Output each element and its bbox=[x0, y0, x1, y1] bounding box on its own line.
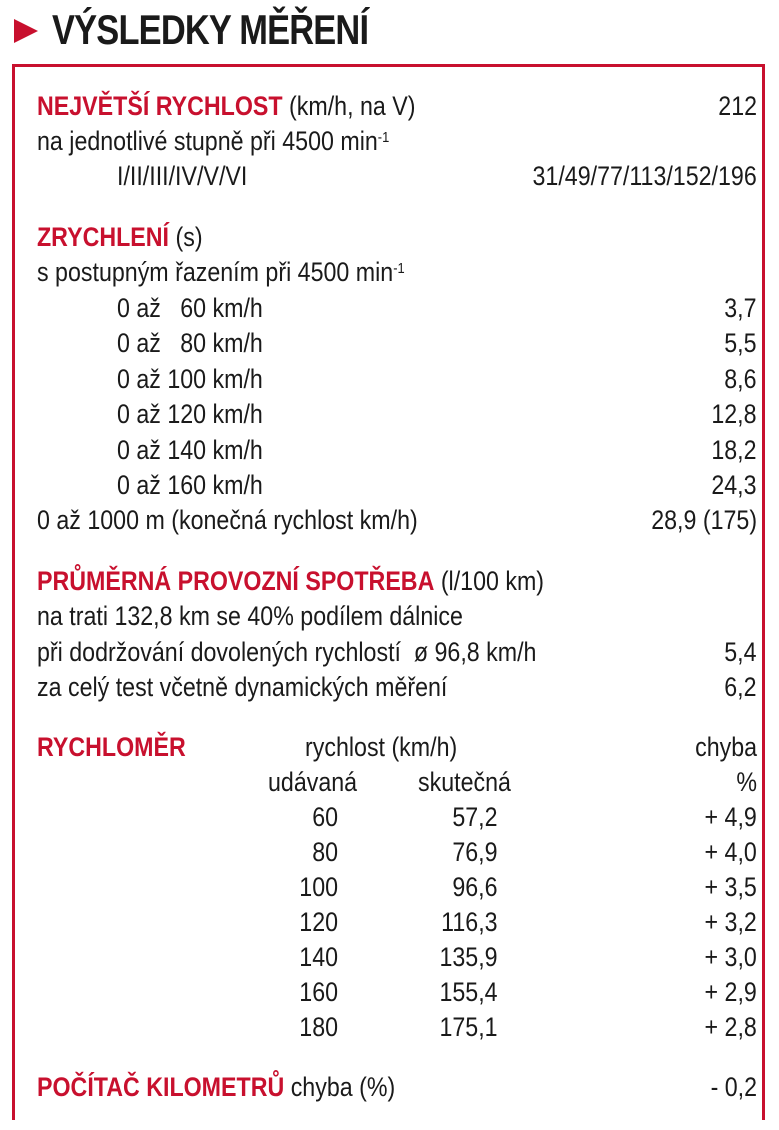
speedometer-actual: 96,6 bbox=[452, 872, 498, 902]
accel-label-sup: -1 bbox=[393, 260, 405, 277]
triangle-arrow-icon bbox=[14, 19, 38, 43]
consumption-value2: 5,4 bbox=[724, 637, 757, 667]
accel-value: 5,5 bbox=[724, 328, 757, 358]
speedometer-indicated: 60 bbox=[312, 802, 338, 832]
consumption-title: PRŮMĚRNÁ PROVOZNÍ SPOTŘEBA bbox=[37, 566, 435, 596]
accel-range: 0 až 140 km/h bbox=[117, 435, 263, 465]
odometer-title: POČÍTAČ KILOMETRŮ bbox=[37, 1072, 285, 1102]
accel-value: 3,7 bbox=[724, 293, 757, 323]
odometer-value: - 0,2 bbox=[710, 1072, 757, 1102]
consumption-line1: na trati 132,8 km se 40% podílem dálnice bbox=[37, 601, 463, 631]
accel-label bbox=[37, 255, 405, 289]
consumption-line3: za celý test včetně dynamických měření bbox=[37, 672, 448, 702]
speedometer-col-indicated: udávaná bbox=[268, 767, 358, 797]
accel-range: 0 až 160 km/h bbox=[117, 470, 263, 500]
speedometer-indicated: 80 bbox=[312, 837, 338, 867]
speedometer-actual: 135,9 bbox=[439, 942, 498, 972]
accel-value: 12,8 bbox=[711, 399, 757, 429]
speed-gears-label bbox=[37, 124, 389, 158]
accel-title: ZRYCHLENÍ bbox=[37, 222, 170, 252]
speedometer-error: + 3,5 bbox=[704, 872, 757, 902]
speed-heading bbox=[37, 89, 415, 123]
accel-range: 0 až 80 km/h bbox=[117, 328, 263, 358]
speedometer-col-speed: rychlost (km/h) bbox=[305, 732, 458, 762]
speed-title: NEJVĚTŠÍ RYCHLOST bbox=[37, 91, 283, 121]
speed-gears-list: I/II/III/IV/V/VI bbox=[117, 161, 248, 191]
speedometer-indicated: 100 bbox=[299, 872, 338, 902]
accel-heading bbox=[37, 220, 203, 254]
odometer-heading bbox=[37, 1070, 395, 1104]
accel-value: 18,2 bbox=[711, 435, 757, 465]
speedometer-actual: 57,2 bbox=[452, 802, 498, 832]
accel-km-label: 0 až 1000 m (konečná rychlost km/h) bbox=[37, 505, 418, 535]
accel-unit: (s) bbox=[175, 222, 203, 252]
speedometer-indicated: 160 bbox=[299, 977, 338, 1007]
speed-gears-values: 31/49/77/113/152/196 bbox=[532, 161, 757, 191]
accel-label-text: s postupným řazením při 4500 min bbox=[37, 257, 394, 287]
speedometer-actual: 155,4 bbox=[439, 977, 498, 1007]
speedometer-error: + 4,9 bbox=[704, 802, 757, 832]
consumption-value3: 6,2 bbox=[724, 672, 757, 702]
speed-gears-label-text: na jednotlivé stupně při 4500 min bbox=[37, 126, 378, 156]
accel-range: 0 až 100 km/h bbox=[117, 364, 263, 394]
speedometer-title: RYCHLOMĚR bbox=[37, 732, 186, 762]
consumption-heading bbox=[37, 564, 544, 598]
accel-value: 24,3 bbox=[711, 470, 757, 500]
speedometer-col-percent: % bbox=[736, 767, 757, 797]
speedometer-indicated: 180 bbox=[299, 1012, 338, 1042]
speedometer-error: + 3,0 bbox=[704, 942, 757, 972]
header bbox=[14, 4, 438, 56]
consumption-unit: (l/100 km) bbox=[440, 566, 545, 596]
accel-km-value: 28,9 (175) bbox=[651, 505, 757, 535]
speedometer-error: + 2,9 bbox=[704, 977, 757, 1007]
speed-value: 212 bbox=[718, 91, 757, 121]
speedometer-error: + 2,8 bbox=[704, 1012, 757, 1042]
consumption-line2: při dodržování dovolených rychlostí ø 96,8 km/h bbox=[37, 637, 537, 667]
accel-value: 8,6 bbox=[724, 364, 757, 394]
speedometer-indicated: 120 bbox=[299, 907, 338, 937]
odometer-unit: chyba (%) bbox=[290, 1072, 396, 1102]
speedometer-error: + 4,0 bbox=[704, 837, 757, 867]
speedometer-col-actual: skutečná bbox=[418, 767, 511, 797]
speedometer-actual: 175,1 bbox=[439, 1012, 498, 1042]
speed-gears-sup: -1 bbox=[377, 129, 390, 146]
speedometer-actual: 116,3 bbox=[441, 907, 498, 937]
page-title: VÝSLEDKY MĚŘENÍ bbox=[52, 6, 369, 53]
speedometer-indicated: 140 bbox=[299, 942, 338, 972]
speedometer-error: + 3,2 bbox=[704, 907, 757, 937]
speedometer-col-error: chyba bbox=[695, 732, 757, 762]
accel-range: 0 až 120 km/h bbox=[117, 399, 263, 429]
speed-unit: (km/h, na V) bbox=[289, 91, 416, 121]
accel-range: 0 až 60 km/h bbox=[117, 293, 263, 323]
speedometer-actual: 76,9 bbox=[452, 837, 498, 867]
